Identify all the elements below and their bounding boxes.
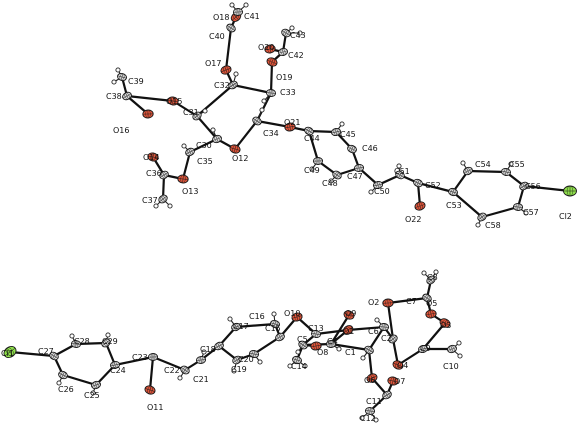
mol-a-label-c53: C53 — [446, 201, 462, 210]
mol-b-label-c27: C27 — [38, 347, 54, 356]
mol-b-bond-c25-c26 — [63, 375, 96, 385]
mol-a-label-c39: C39 — [128, 77, 144, 86]
mol-a-label-c38: C38 — [106, 92, 122, 101]
mol-b-label-o4: O4 — [397, 361, 409, 370]
mol-a-label-o15: O15 — [166, 97, 183, 106]
mol-a-label-c46: C46 — [362, 144, 378, 153]
mol-a-label-c32: C32 — [214, 81, 230, 90]
hydrogen-atom — [337, 347, 341, 351]
mol-a-label-c47: C47 — [347, 172, 363, 181]
mol-b-atom-c1 — [363, 345, 374, 356]
mol-a-label-cl2: Cl2 — [559, 212, 572, 221]
hydrogen-atom — [461, 161, 465, 165]
mol-a-label-o21: O21 — [284, 118, 301, 127]
mol-a-label-c57: C57 — [523, 208, 539, 217]
mol-b-label-c14: C14 — [291, 362, 307, 371]
mol-b-label-c24: C24 — [110, 366, 126, 375]
mol-b-label-c11: C11 — [366, 397, 382, 406]
mol-b-label-c4: C4 — [327, 337, 338, 346]
mol-a-label-c42: C42 — [288, 51, 304, 60]
mol-a-label-c45: C45 — [340, 130, 356, 139]
hydrogen-atom — [168, 204, 172, 208]
mol-a-label-o16: O16 — [113, 126, 130, 135]
hydrogen-atom — [182, 144, 186, 148]
mol-b-label-o9: O9 — [345, 309, 357, 318]
mol-b-label-o8: O8 — [317, 348, 329, 357]
mol-a-label-c48: C48 — [322, 179, 338, 188]
hydrogen-atom — [178, 376, 182, 380]
mol-b-label-c18: C18 — [200, 345, 216, 354]
hydrogen-atom — [244, 3, 248, 7]
hydrogen-atom — [458, 354, 462, 358]
mol-a-label-c49: C49 — [304, 166, 320, 175]
hydrogen-atom — [258, 360, 262, 364]
mol-b-atom-c26 — [57, 370, 68, 380]
hydrogen-atom — [112, 80, 116, 84]
mol-b-label-o7: O7 — [394, 377, 406, 386]
mol-a-label-o18: O18 — [213, 13, 230, 22]
mol-b-label-c26: C26 — [58, 385, 74, 394]
mol-a-atom-c41 — [233, 8, 243, 15]
mol-a-label-o13: O13 — [182, 187, 199, 196]
mol-b-atom-c6 — [379, 323, 389, 331]
mol-b-label-c21: C21 — [193, 375, 209, 384]
atoms-layer — [2, 8, 577, 415]
mol-a-bond-c54-c55 — [468, 171, 506, 172]
mol-b-label-o11: O11 — [147, 403, 164, 412]
mol-b-label-c15: C15 — [265, 324, 281, 333]
hydrogen-atom — [369, 190, 373, 194]
mol-a-bond-c33-o19 — [271, 62, 272, 93]
mol-a-bond-c34-o12 — [235, 121, 257, 149]
hydrogen-atom — [203, 109, 207, 113]
mol-b-label-c7: C7 — [406, 297, 417, 306]
mol-a-label-c55: C55 — [509, 160, 525, 169]
mol-b-label-o1: O1 — [343, 327, 355, 336]
mol-a-label-c35: C35 — [197, 157, 213, 166]
mol-a-label-c40: C40 — [209, 32, 225, 41]
hydrogen-atom — [375, 318, 379, 322]
mol-a-atom-o22 — [414, 201, 426, 212]
mol-a-label-c51: C51 — [394, 167, 410, 176]
mol-a-label-c30: C30 — [196, 141, 212, 150]
mol-a-label-c54: C54 — [475, 160, 491, 169]
mol-a-bond-c40-o17 — [226, 28, 231, 70]
mol-a-atom-c57 — [513, 203, 523, 211]
mol-a-label-c52: C52 — [425, 181, 441, 190]
mol-a-label-o12: O12 — [232, 154, 249, 163]
mol-b-label-c6: C6 — [368, 327, 379, 336]
mol-a-label-o17: O17 — [205, 59, 222, 68]
mol-a-label-c50: C50 — [374, 187, 390, 196]
mol-a-label-c56: C56 — [525, 182, 541, 191]
mol-a-atom-c52 — [412, 178, 423, 188]
mol-b-label-c10: C10 — [443, 362, 459, 371]
mol-b-label-c22: C22 — [164, 366, 180, 375]
hydrogen-atom — [116, 68, 120, 72]
hydrogen-atom — [290, 26, 294, 30]
mol-a-atom-o13 — [177, 175, 188, 184]
mol-b-atom-o11 — [144, 385, 156, 396]
mol-a-atom-cl2 — [564, 186, 577, 196]
mol-a-label-c33: C33 — [280, 88, 296, 97]
mol-b-label-c1: C1 — [345, 348, 356, 357]
mol-a-label-o14: O14 — [143, 153, 160, 162]
mol-a-bond-c30-c31 — [197, 116, 217, 139]
mol-b-label-c12: C12 — [360, 414, 376, 423]
hydrogen-atom — [262, 99, 266, 103]
mol-a-atom-c39 — [117, 72, 128, 81]
mol-b-label-o5: O5 — [426, 299, 438, 308]
mol-a-label-c37: C37 — [142, 196, 158, 205]
mol-b-label-c8: C8 — [427, 273, 438, 282]
hydrogen-atom — [296, 350, 300, 354]
hydrogen-atom — [361, 356, 365, 360]
mol-b-atom-c21 — [196, 356, 206, 364]
mol-a-atom-c33 — [266, 89, 276, 97]
hydrogen-atom — [228, 317, 232, 321]
hydrogen-atom — [422, 271, 426, 275]
mol-a-label-c34: C34 — [263, 129, 279, 138]
mol-a-label-o22: O22 — [405, 215, 422, 224]
hydrogen-bonds-layer — [59, 5, 526, 420]
mol-a-atom-o16 — [143, 110, 154, 118]
mol-b-label-c28: C28 — [74, 337, 90, 346]
mol-b-atom-c23 — [148, 353, 157, 360]
mol-b-atom-o2 — [383, 299, 394, 308]
mol-b-label-o10: O10 — [284, 309, 301, 318]
mol-a-atom-o17 — [220, 64, 233, 75]
mol-b-label-c19: C19 — [231, 365, 247, 374]
mol-b-label-c9: C9 — [420, 344, 431, 353]
mol-a-label-c31: C31 — [183, 108, 199, 117]
hydrogen-atom — [260, 108, 264, 112]
mol-b-bond-c23-o11 — [150, 357, 153, 390]
hydrogen-atom — [230, 3, 234, 7]
mol-b-label-cl1: Cl1 — [1, 349, 14, 358]
hydrogen-atom — [234, 72, 238, 76]
mol-b-label-c2: C2 — [381, 334, 392, 343]
mol-a-label-c43: C43 — [290, 31, 306, 40]
mol-b-label-c16: C16 — [249, 312, 265, 321]
hydrogen-atom — [457, 341, 461, 345]
mol-a-bond-c57-c58 — [482, 207, 518, 217]
hydrogen-atom — [211, 128, 215, 132]
hydrogen-atom — [476, 223, 480, 227]
mol-a-label-c41: C41 — [244, 12, 260, 21]
mol-a-label-c58: C58 — [485, 221, 501, 230]
mol-b-label-o2: O2 — [368, 298, 380, 307]
hydrogen-atom — [340, 122, 344, 126]
mol-a-label-c36: C36 — [146, 169, 162, 178]
mol-b-label-o6: O6 — [364, 376, 376, 385]
mol-b-label-c25: C25 — [84, 391, 100, 400]
mol-b-label-o3: O3 — [440, 321, 452, 330]
mol-b-label-c17: C17 — [233, 322, 249, 331]
mol-a-atom-c40 — [225, 23, 237, 34]
mol-b-label-c23: C23 — [132, 353, 148, 362]
mol-b-label-c5: C5 — [297, 335, 308, 344]
mol-a-label-o19: O19 — [276, 73, 293, 82]
mol-b-label-c20: C20 — [238, 355, 254, 364]
mol-a-label-c44: C44 — [304, 134, 320, 143]
mol-b-label-c13: C13 — [308, 324, 324, 333]
mol-a-label-o20: O20 — [258, 43, 275, 52]
mol-b-label-c29: C29 — [102, 337, 118, 346]
hydrogen-atom — [272, 312, 276, 316]
mol-a-bond-c32-c33 — [233, 85, 271, 93]
mol-a-atom-c54 — [462, 166, 473, 176]
mol-b-atom-c22 — [179, 364, 191, 375]
mol-a-atom-c49 — [313, 157, 322, 164]
